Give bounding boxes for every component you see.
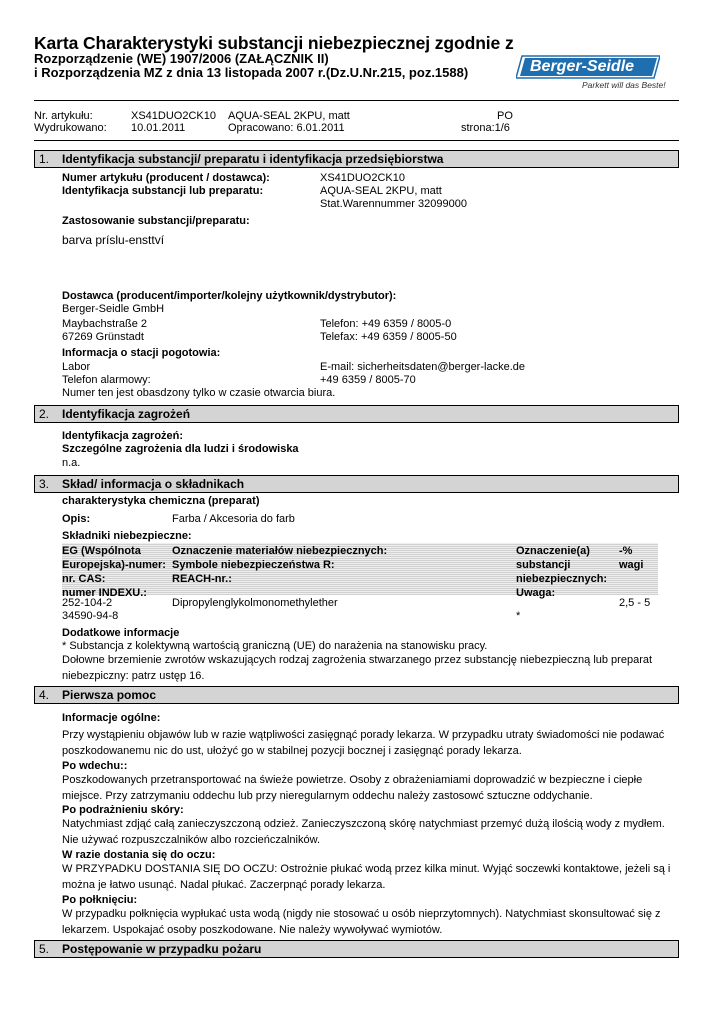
row-eg-number: 252-104-2: [62, 597, 113, 609]
hazard-label: Identyfikacja zagrożeń:: [62, 430, 184, 442]
customs-number: Stat.Warennummer 32099000: [320, 198, 467, 210]
company-phone: Telefon: +49 6359 / 8005-0: [320, 318, 452, 330]
company-city: 67269 Grünstadt: [62, 331, 144, 343]
section-title: Identyfikacja substancji/ preparatu i identyfikacja przedsiębiorstwa: [62, 152, 444, 166]
identification-value: AQUA-SEAL 2KPU, matt: [320, 185, 442, 197]
section-number: 2.: [39, 407, 50, 421]
regulation-line: Rozporządzenie (WE) 1907/2006 (ZAŁĄCZNIK II): [34, 51, 329, 66]
alarm-phone: +49 6359 / 8005-70: [320, 374, 416, 386]
eyes-label: W razie dostania się do oczu:: [62, 849, 216, 861]
row-substance-name: Dipropylenglykolmonomethylether: [172, 597, 338, 609]
page-number: strona:1/6: [461, 122, 510, 134]
header-eg-number: EG (Wspólnota Europejska)-numer: nr. CAS: numer INDEXU.:: [62, 545, 166, 599]
description-value: Farba / Akcesoria do farb: [172, 513, 295, 525]
lab-label: Labor: [62, 361, 91, 373]
section-number: 3.: [39, 477, 50, 491]
eyes-text: W PRZYPADKU DOSTANIA SIĘ DO OCZU: Ostrożnie płukać wodą przez kilka minut. Wyjąć soczewki kontaktowe, jeżeli są i można je łatwo usunąć. Nadal płukać. Zaczerpnąć porady lekarza.: [62, 863, 671, 891]
logo-text: Berger-Seidle: [530, 58, 635, 75]
contact-email: E-mail: sicherheitsdaten@berger-lacke.de: [320, 361, 525, 373]
document-title: Karta Charakterystyki substancji niebezpiecznej zgodnie z: [34, 33, 514, 53]
additional-info-label: Dodatkowe informacje: [62, 627, 180, 639]
section-number: 5.: [39, 942, 50, 956]
section-3-header: [34, 475, 679, 493]
components-label: Składniki niebezpieczne:: [62, 530, 192, 542]
header-weight-percent: -% wagi: [619, 545, 644, 571]
components-table-header: [62, 543, 658, 599]
alarm-label: Telefon alarmowy:: [62, 374, 151, 386]
section-title: Skład/ informacja o składnikach: [62, 477, 245, 491]
section-4-header: [34, 686, 679, 704]
header-hazard-designation: Oznaczenie materiałów niebezpiecznych: Symbole niebezpieczeństwa R: REACH-nr.:: [172, 545, 388, 585]
company-name: Berger-Seidle GmbH: [62, 303, 165, 315]
row-cas-number: 34590-94-8: [62, 610, 119, 622]
inhalation-label: Po wdechu::: [62, 760, 128, 772]
section-title: Pierwsza pomoc: [62, 688, 157, 702]
general-info-label: Informacje ogólne:: [62, 712, 161, 724]
product-name: AQUA-SEAL 2KPU, matt: [228, 110, 350, 122]
row-weight-percent: 2,5 - 5: [619, 597, 651, 609]
hazard-value: n.a.: [62, 457, 81, 469]
article-number-label: Numer artykułu (producent / dostawca):: [62, 172, 270, 184]
meta-rule: [34, 140, 679, 141]
language-code: PO: [497, 110, 513, 122]
logo-tagline: Parkett will das Beste!: [582, 80, 666, 90]
office-hours-note: Numer ten jest obasdzony tylko w czasie otwarcia biura.: [62, 387, 336, 399]
section-title: Postępowanie w przypadku pożaru: [62, 942, 262, 956]
inhalation-text: Poszkodowanych przetransportować na świeże powietrze. Osoby z obrażeniamiami doprowadzić w bezpieczne i ciepłe miejsce. Przy zatrzymaniu oddechu lub przy nieregularnym oddechu należy zastosowć sztuczne oddychanie.: [62, 774, 643, 802]
section-2-header: [34, 405, 679, 423]
skin-label: Po podrażnieniu skóry:: [62, 804, 184, 816]
article-value: XS41DUO2CK10: [131, 110, 216, 122]
supplier-label: Dostawca (producent/importer/kolejny użytkownik/dystrybutor):: [62, 290, 397, 302]
section-number: 1.: [39, 152, 50, 166]
company-fax: Telefax: +49 6359 / 8005-50: [320, 331, 457, 343]
prepared-date: Opracowano: 6.01.2011: [228, 122, 345, 134]
additional-info-2: Dołowne brzemienie zwrotów wskazujących rodzaj zagrożenia stwarzanego przez substancję niebezpieczną lub preparat niebezpiczny: patrz ustęp 16.: [62, 654, 653, 682]
use-label: Zastosowanie substancji/preparatu:: [62, 215, 250, 227]
header-substance-marking: Oznaczenie(a) substancji niebezpiecznych: Uwaga:: [516, 545, 608, 599]
header-rule: [34, 100, 679, 101]
use-value: barva príslu-ensttví: [62, 233, 165, 247]
additional-info-1: * Substancja z kolektywną wartością graniczną (UE) do narażenia na stanowisku pracy.: [62, 640, 488, 652]
swallow-text: W przypadku połknięcia wypłukać usta wodą (nigdy nie stosować u osób nieprzytomnych). Natychmiast skonsultować się z lekarzem. Uspokajać osoby poszkodowane. Nie należy wywoływać wymiotów.: [62, 908, 661, 936]
chemical-character-label: charakterystyka chemiczna (preparat): [62, 495, 260, 507]
general-info-text: Przy wystąpieniu objawów lub w razie wątpliwości zasięgnąć porady lekarza. W przypadku utraty świadomości nie podawać poszkodowanemu nic do ust, ułożyć go w stabilnej pozycji bocznej i zasięgnąć porady lekarza.: [62, 729, 665, 757]
section-title: Identyfikacja zagrożeń: [62, 407, 191, 421]
section-5-header: [34, 940, 679, 958]
emergency-label: Informacja o stacji pogotowia:: [62, 347, 221, 359]
printed-date: 10.01.2011: [131, 122, 186, 134]
swallow-label: Po połknięciu:: [62, 894, 138, 906]
identification-label: Identyfikacja substancji lub preparatu:: [62, 185, 264, 197]
company-logo: [516, 54, 666, 94]
hazard-sublabel: Szczególne zagrożenia dla ludzi i środowiska: [62, 443, 299, 455]
article-number-value: XS41DUO2CK10: [320, 172, 405, 184]
company-street: Maybachstraße 2: [62, 318, 147, 330]
row-marking: *: [516, 610, 521, 622]
printed-label: Wydrukowano:: [34, 122, 107, 134]
section-1-header: [34, 150, 679, 168]
regulation-line-2: i Rozporządzenia MZ z dnia 13 listopada 2007 r.(Dz.U.Nr.215, poz.1588): [34, 65, 469, 80]
skin-text: Natychmiast zdjąć całą zanieczyszczoną odzież. Zanieczyszczoną skórę natychmiast przemyć dużą ilością wody z mydłem. Nie używać rozpuszczalników albo rozcieńczalników.: [62, 818, 665, 846]
article-label: Nr. artykułu:: [34, 110, 93, 122]
section-number: 4.: [39, 688, 50, 702]
description-label: Opis:: [62, 513, 91, 525]
